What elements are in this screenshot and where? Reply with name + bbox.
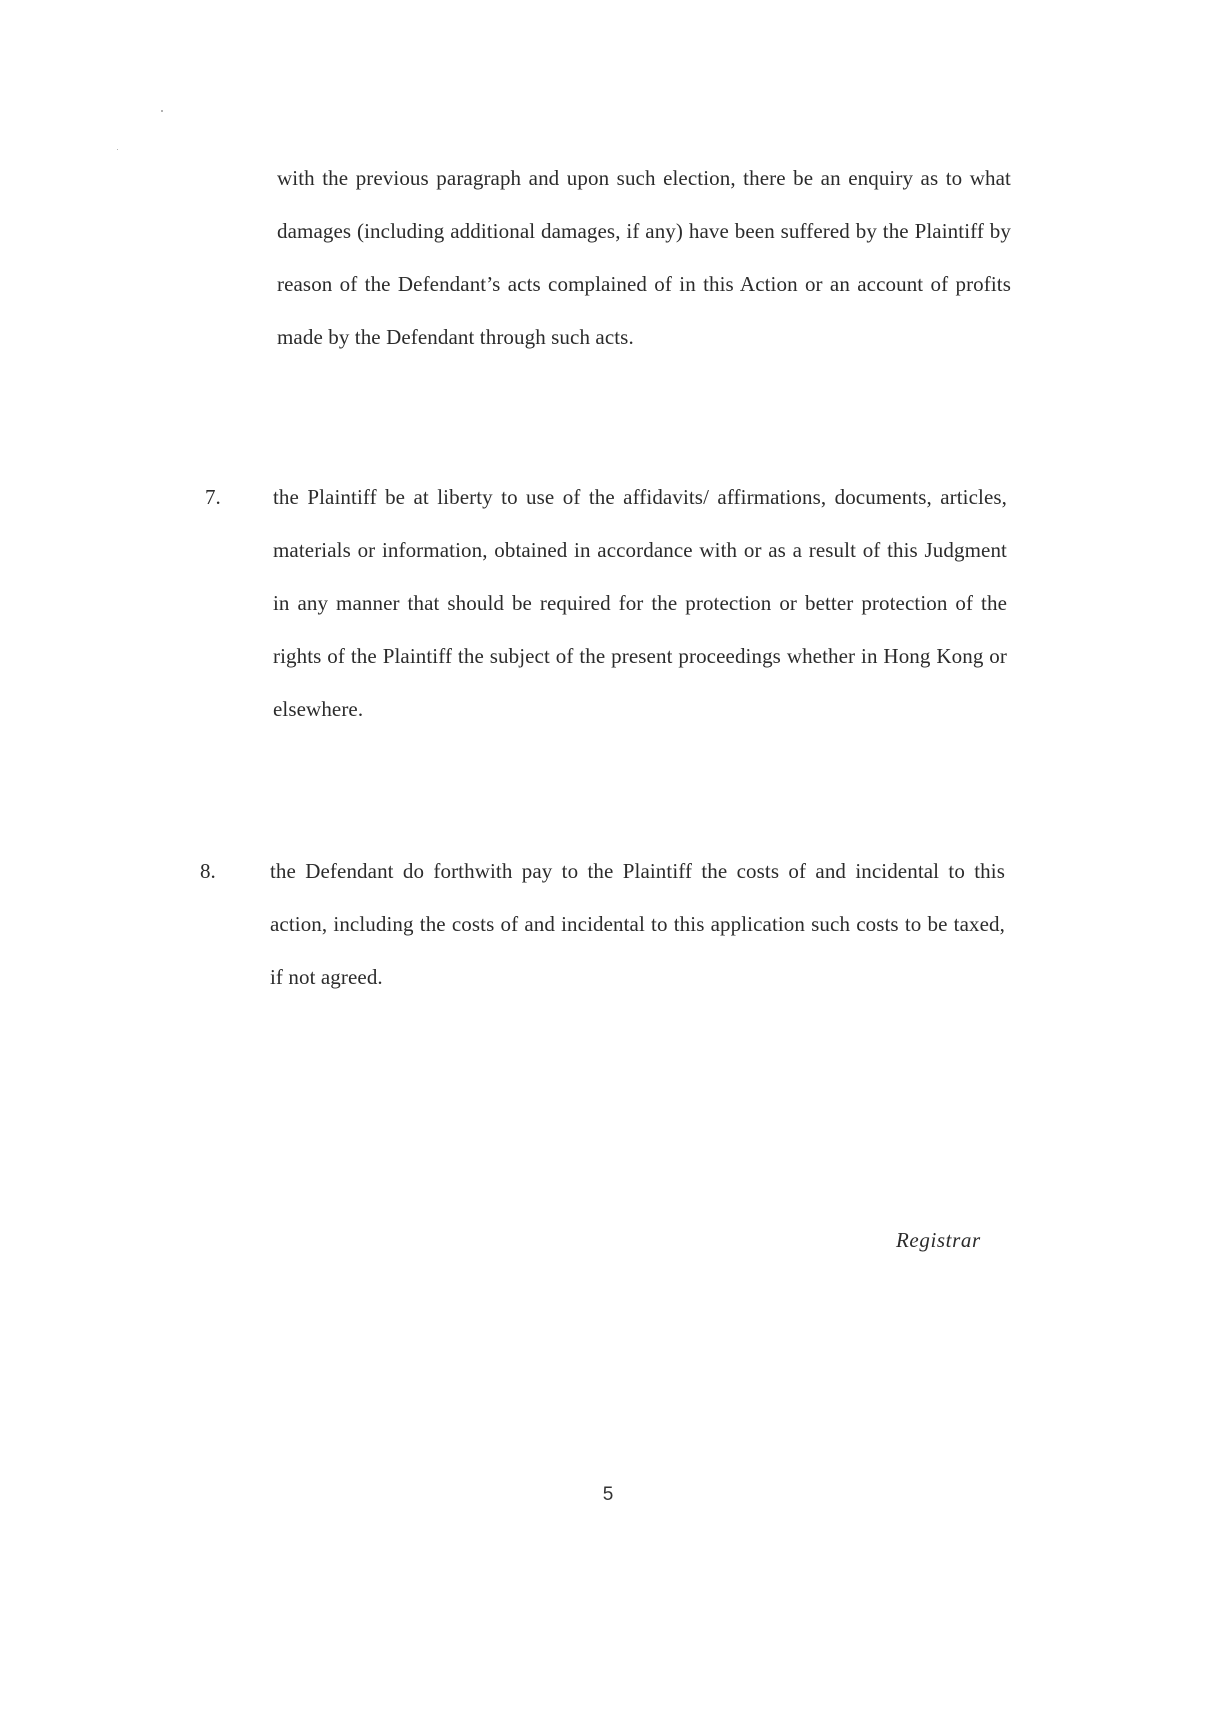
paragraph-7: [0, 471, 1216, 741]
page-number: 5: [602, 1484, 614, 1505]
paragraph-text: the Plaintiff be at liberty to use of the affidavits/ affirmations, documents, articles, materials or information, obtained in accordance with or as a result of this Judgment in any manner that should be required for the protection or better protection of the rights of the Plaintiff the subject of the present proceedings whether in Hong Kong or elsewhere.: [273, 485, 1007, 721]
paragraph-text: with the previous paragraph and upon such election, there be an enquiry as to what damages (including additional damages, if any) have been suffered by the Plaintiff by reason of the Defendant’s acts complained of in this Action or an account of profits made by the Defendant through such acts.: [277, 166, 1011, 349]
paragraph-8: [0, 845, 1216, 1015]
scan-speck: [117, 149, 118, 150]
paragraph-number: 8.: [200, 859, 216, 883]
scan-speck: [161, 110, 163, 112]
paragraph-continued: [0, 152, 1216, 372]
signature-label: Registrar: [896, 1228, 981, 1252]
paragraph-number: 7.: [205, 485, 221, 509]
paragraph-text: the Defendant do forthwith pay to the Plaintiff the costs of and incidental to this action, including the costs of and incidental to this application such costs to be taxed, if not agreed.: [270, 859, 1005, 989]
